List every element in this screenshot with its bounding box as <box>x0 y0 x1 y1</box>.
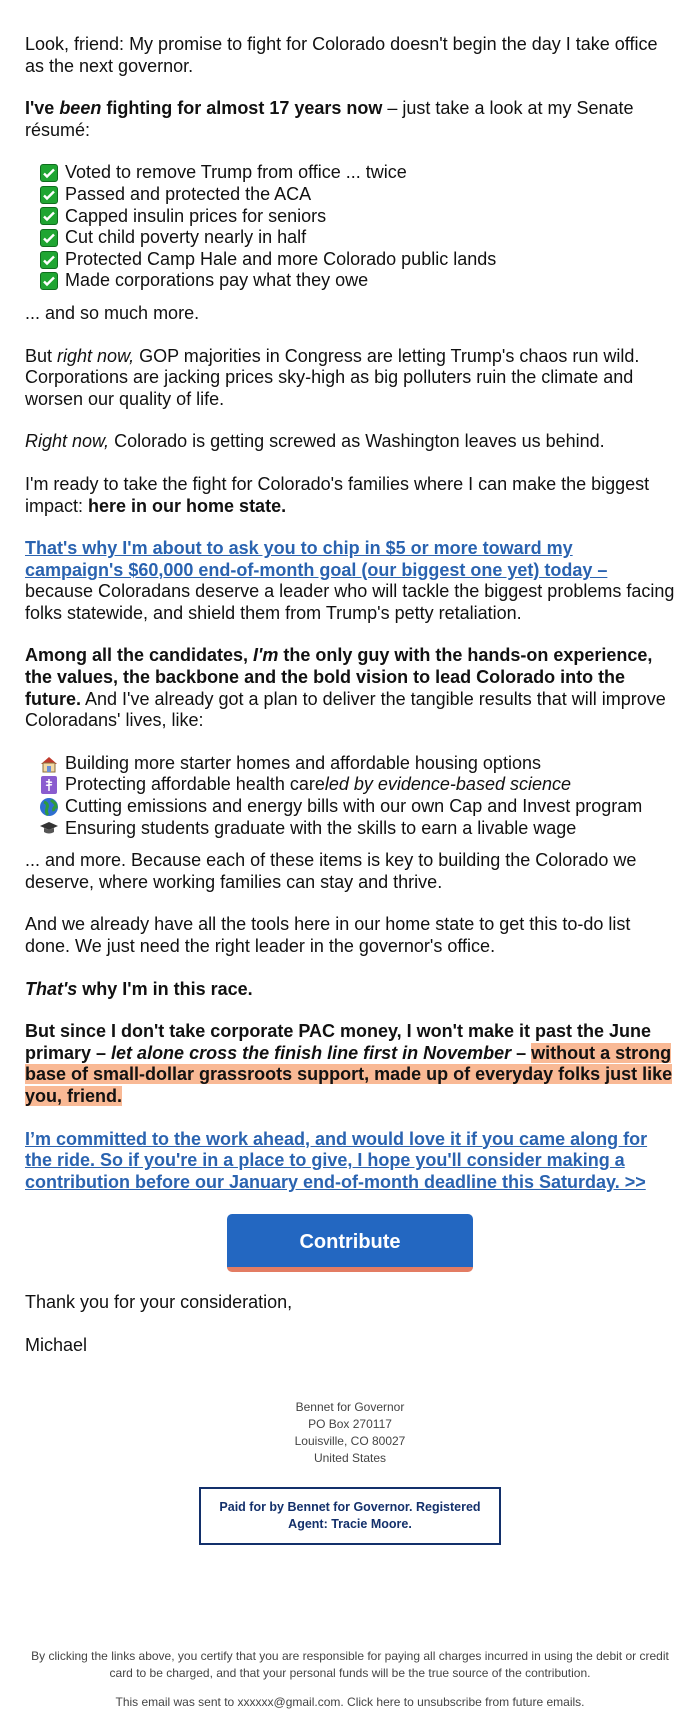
emphasis-text: led by evidence-based science <box>324 774 571 795</box>
list-item-text: Capped insulin prices for seniors <box>65 205 327 226</box>
address-line: Louisville, CO 80027 <box>294 1433 406 1448</box>
list-item-text: Protecting affordable health care <box>65 774 325 795</box>
bold-text: why I'm in this race. <box>77 978 253 999</box>
among-paragraph <box>25 645 675 731</box>
contribution-link[interactable]: I’m committed to the work ahead, and would love it if you came along for the ride. So if you're in a place to give, I hope you'll consider making a contribution before our January end-of-month deadline this Saturday. >> <box>25 1128 648 1192</box>
bold-text: Among all the candidates, <box>25 645 254 666</box>
footer <box>0 1399 700 1545</box>
bold-text: – <box>511 1042 532 1063</box>
list-item <box>39 162 675 184</box>
race-paragraph <box>25 979 675 1001</box>
graduation-cap-icon <box>39 818 59 838</box>
ready-paragraph <box>25 474 675 517</box>
tools-paragraph: And we already have all the tools here in our home state to get this to-do list done. We just need the right leader in the governor's office. <box>25 914 631 956</box>
committed-paragraph <box>25 1129 675 1194</box>
text: GOP majorities in Congress are letting Trump's chaos run wild. Corporations are jacking prices sky-high as big polluters ruin the climate and worsen our quality of life. <box>25 345 640 409</box>
text: But <box>25 345 58 366</box>
list-item-text: Protected Camp Hale and more Colorado public lands <box>65 248 497 269</box>
emphasis-text: That's <box>25 978 78 999</box>
list-item <box>39 184 675 206</box>
button-row <box>25 1214 675 1272</box>
check-mark-icon <box>39 228 59 248</box>
bold-text: fighting for almost 17 years now <box>101 98 383 119</box>
record-list <box>25 162 675 292</box>
text: because Coloradans deserve a leader who will tackle the biggest problems facing folks statewide, and shield them from Trump's petty retaliation. <box>25 581 675 623</box>
list-item-text: Cutting emissions and energy bills with our own Cap and Invest program <box>65 796 643 817</box>
paid-for-disclaimer: Paid for by Bennet for Governor. Registered Agent: Tracie Moore. <box>199 1487 501 1545</box>
emphasis-text: Right now, <box>25 431 110 452</box>
bold-text: here in our home state. <box>88 495 287 516</box>
text: And I've already got a plan to deliver the tangible results that will improve Coloradans' lives, like: <box>25 688 666 731</box>
list-item-text: Made corporations pay what they owe <box>65 270 369 291</box>
unsubscribe-text[interactable]: This email was sent to xxxxxx@gmail.com. Click here to unsubscribe from future emails. <box>115 1694 585 1709</box>
emphasis-text: right now, <box>57 345 135 366</box>
and-more-text: ... and more. Because each of these items is key to building the Colorado we deserve, where working families can stay and thrive. <box>25 850 637 892</box>
donate-link[interactable]: That's why I'm about to ask you to chip in $5 or more toward my campaign's $60,000 end-of-month goal (our biggest one yet) today – <box>25 538 608 580</box>
list-item <box>39 818 675 840</box>
house-icon <box>39 754 59 774</box>
list-item <box>39 270 675 292</box>
text: I'm ready to take the fight for Colorado's families where I can make the biggest impact: <box>25 473 650 516</box>
text: – just take a look at my Senate résumé: <box>25 98 634 140</box>
list-item-text: Ensuring students graduate with the skills to earn a livable wage <box>65 817 577 838</box>
footer-address <box>0 1399 700 1467</box>
legal-section <box>30 1648 670 1711</box>
address-line: Bennet for Governor <box>295 1399 405 1414</box>
address-line: United States <box>313 1450 387 1465</box>
chip-paragraph <box>25 538 675 624</box>
text: Colorado is getting screwed as Washington leaves us behind. <box>109 431 605 452</box>
highlighted-text: without a strong base of small-dollar grassroots support, made up of everyday folks just like you, friend. <box>25 1042 673 1106</box>
emphasis-text: I'm <box>253 645 279 666</box>
list-item <box>39 753 675 775</box>
plan-list <box>25 753 675 839</box>
emphasis-text: been <box>59 98 102 119</box>
bold-text: I've <box>25 98 60 119</box>
emphasis-text: let alone cross the finish line first in November <box>111 1042 512 1063</box>
check-mark-icon <box>39 250 59 270</box>
check-mark-icon <box>39 206 59 226</box>
check-mark-icon <box>39 271 59 291</box>
bold-text: But since I don't take corporate PAC money, I won't make it past the June primary – <box>25 1021 652 1063</box>
contribute-button[interactable]: Contribute <box>227 1214 473 1272</box>
list-item <box>39 227 675 249</box>
thanks-text: Thank you for your consideration, <box>25 1292 293 1313</box>
list-item-text: Voted to remove Trump from office ... twice <box>65 162 407 183</box>
globe-icon <box>39 797 59 817</box>
intro-paragraph: Look, friend: My promise to fight for Colorado doesn't begin the day I take office as the next governor. <box>25 34 658 76</box>
legal-text: By clicking the links above, you certify that you are responsible for paying all charges incurred in using the debit or credit card to be charged, and that your personal funds will be the true source of the contribution. <box>31 1648 669 1680</box>
check-mark-icon <box>39 163 59 183</box>
bold-text: the only guy with the hands-on experience, the values, the backbone and the bold vision to lead Colorado into the future. <box>25 645 653 709</box>
gop-paragraph <box>25 346 675 411</box>
address-line: PO Box 270117 <box>308 1416 392 1431</box>
medical-icon <box>39 775 59 795</box>
screwed-paragraph <box>25 431 675 453</box>
list-item <box>39 774 675 796</box>
list-item-text: Passed and protected the ACA <box>65 183 312 204</box>
list-item <box>39 206 675 228</box>
signature: Michael <box>25 1334 88 1355</box>
check-mark-icon <box>39 185 59 205</box>
list-item <box>39 249 675 271</box>
pac-paragraph <box>25 1021 675 1107</box>
list-item <box>39 796 675 818</box>
fighting-paragraph <box>25 98 675 141</box>
list-item-text: Building more starter homes and affordable housing options <box>65 752 541 773</box>
list-item-text: Cut child poverty nearly in half <box>65 227 307 248</box>
and-more-text: ... and so much more. <box>25 302 200 323</box>
